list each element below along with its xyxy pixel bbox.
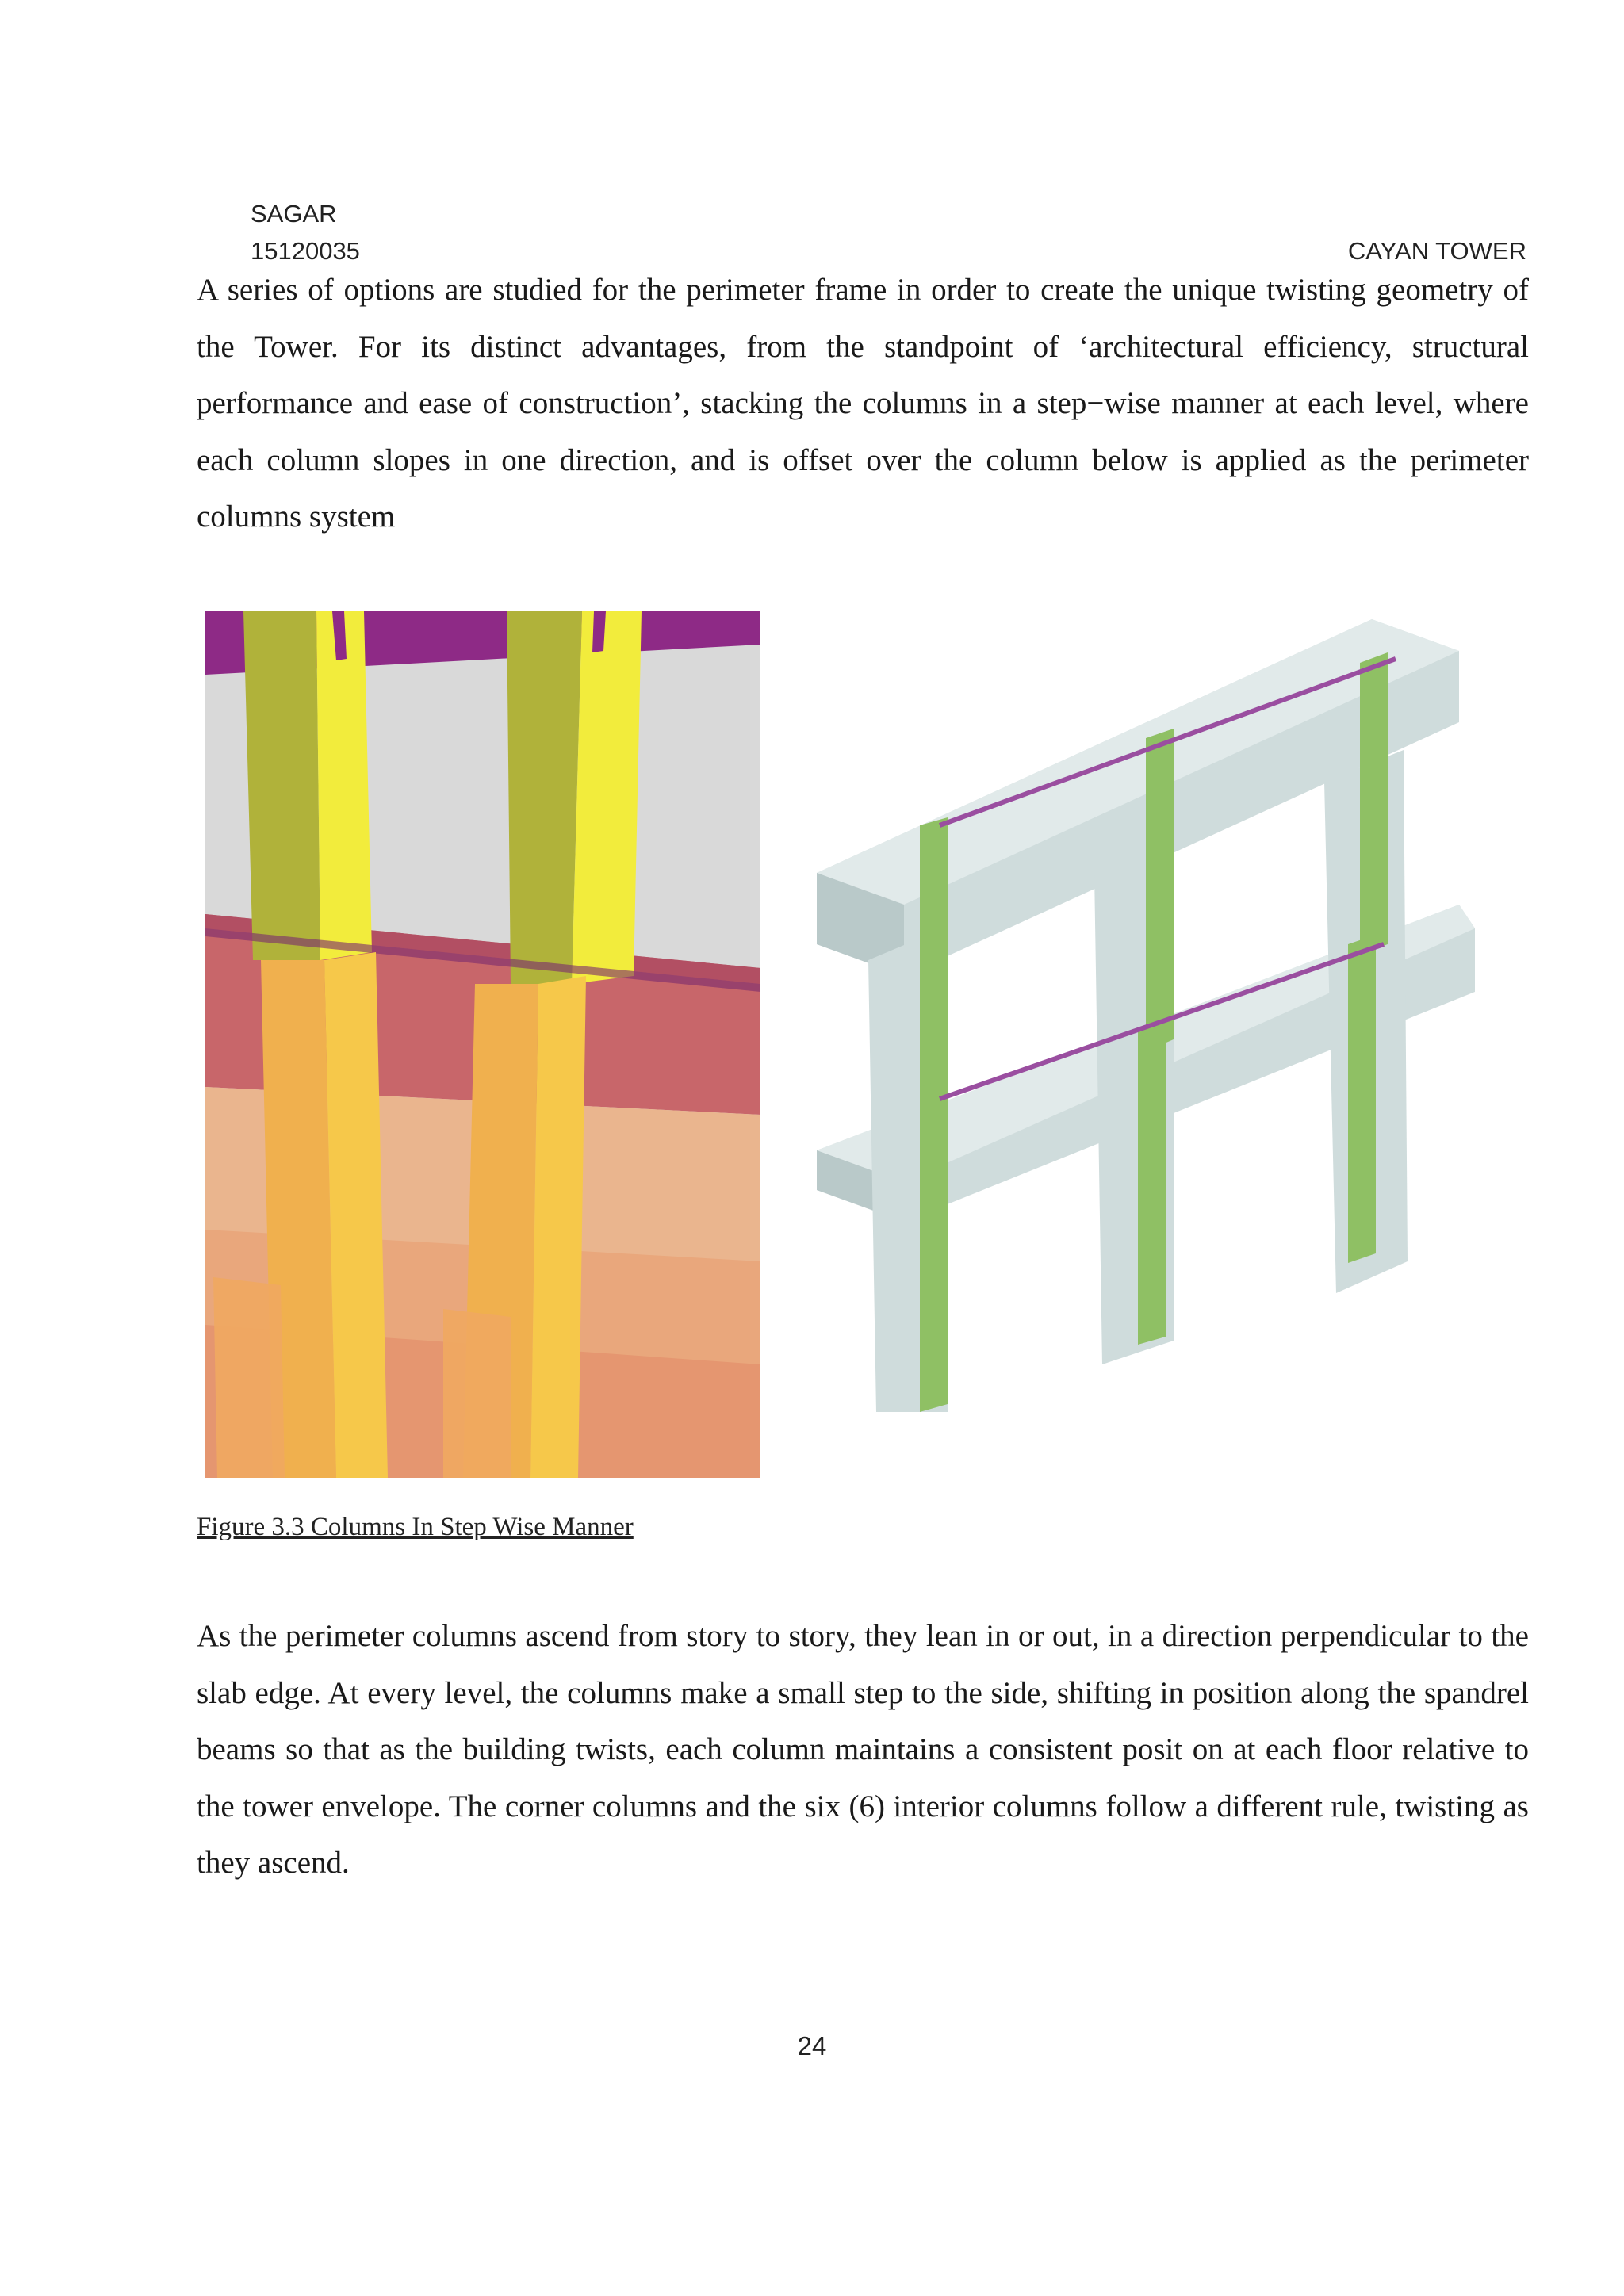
perimeter-frame-model-image — [801, 611, 1530, 1420]
header-id: 15120035 — [251, 237, 360, 265]
page-number: 24 — [797, 2031, 827, 2061]
step-columns-render-image — [205, 611, 760, 1478]
header-author: SAGAR — [251, 200, 337, 228]
body-paragraph-2: As the perimeter columns ascend from story to story, they lean in or out, in a direction perpendicular to the slab edge. At every level, the columns make a small step to the side, shifting in position along the spandrel beams so that as the building twists, each column maintains a consistent posit on at each floor relative to the tower envelope. The corner columns and the six (6) interior columns follow a different rule, twisting as they ascend. — [197, 1619, 1529, 1881]
figure-right-render — [801, 611, 1530, 1420]
body-paragraph-1: A series of options are studied for the perimeter frame in order to create the unique twisting geometry of the Tower. For its distinct advantages, from the standpoint of ‘architectural efficiency, structural performance and ease of construction’, stacking the columns in a step−wise manner at each level, where each column slopes in one direction, and is offset over the column below is applied as the perimeter columns system — [197, 273, 1529, 534]
figure-left-render — [205, 611, 760, 1478]
header-doc-title: CAYAN TOWER — [1347, 237, 1526, 265]
figure-caption: Figure 3.3 Columns In Step Wise Manner — [197, 1513, 634, 1541]
